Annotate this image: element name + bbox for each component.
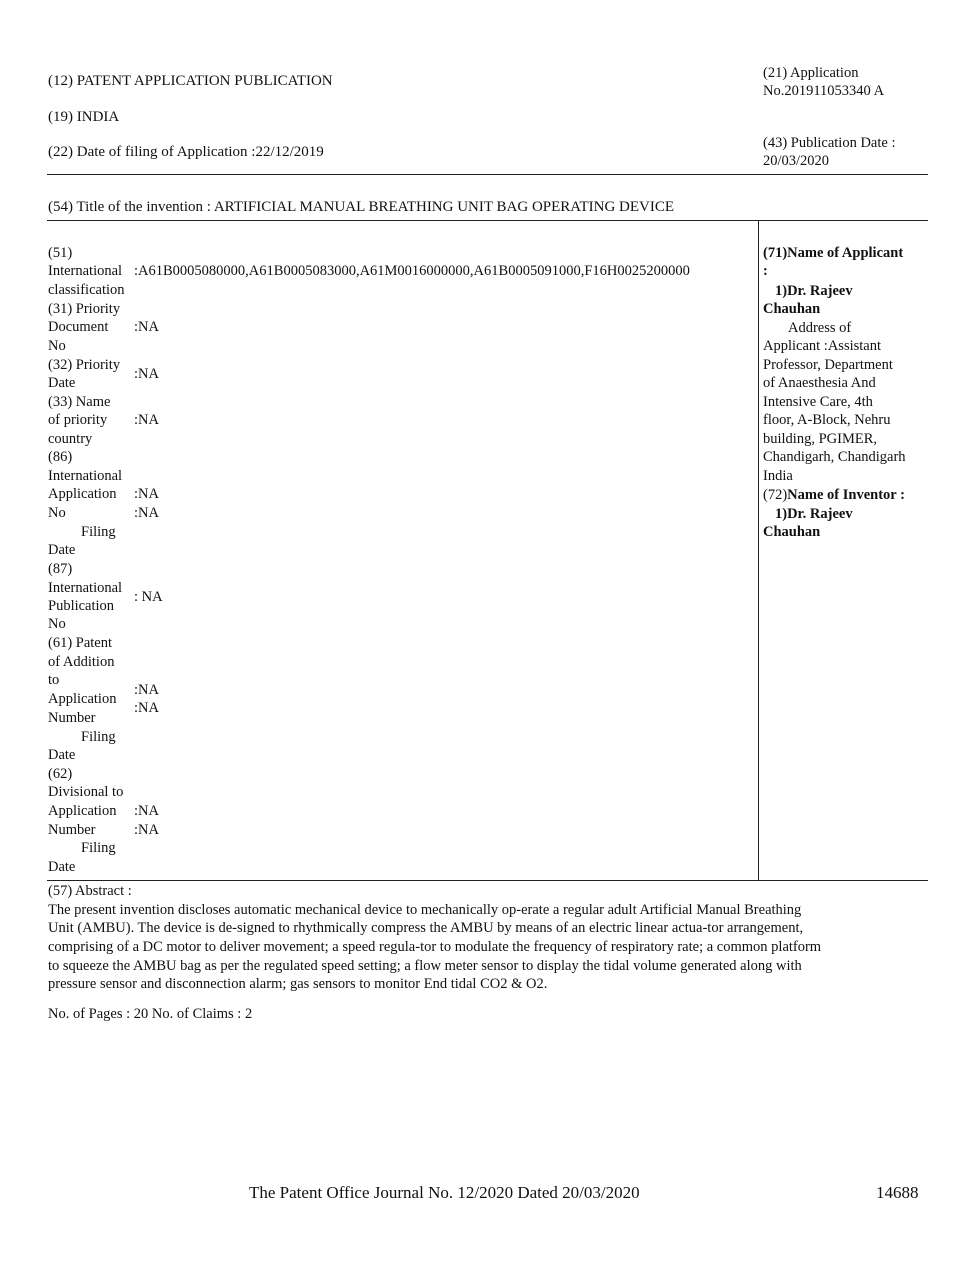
- f51-label-2: International: [48, 263, 123, 279]
- address-line-7: building, PGIMER,: [763, 431, 877, 447]
- page-number: 14688: [876, 1183, 919, 1202]
- address-line-9: India: [763, 468, 793, 484]
- f86-value-2: :NA: [134, 505, 159, 521]
- f87-label-4: No: [48, 616, 66, 632]
- f33-label-2: of priority: [48, 412, 108, 428]
- f61-value-2: :NA: [134, 700, 159, 716]
- filing-date: (22) Date of filing of Application :22/12/2019: [48, 144, 324, 160]
- address-line-2: Applicant :Assistant: [763, 338, 882, 354]
- f32-label-2: Date: [48, 375, 76, 391]
- inventor-prefix: (72): [763, 487, 788, 503]
- divider-abstract: [47, 880, 928, 881]
- abstract-line-1: The present invention discloses automatic mechanical device to mechanically op-erate a regular adult Artificial Manual Breathing: [48, 902, 802, 918]
- divider-title: [47, 220, 928, 221]
- address-line-1: Address of: [788, 320, 852, 336]
- f31-label-2: Document: [48, 319, 109, 335]
- f62-label-6: Date: [48, 859, 76, 875]
- f51-value: :A61B0005080000,A61B0005083000,A61M0016000000,A61B0005091000,F16H0025200000: [134, 263, 690, 279]
- address-line-6: floor, A-Block, Nehru: [763, 412, 891, 428]
- publication-date: [763, 134, 895, 170]
- f62-label-5: Filing: [81, 840, 116, 856]
- f61-label-3: to: [48, 672, 60, 688]
- country: (19) INDIA: [48, 109, 120, 125]
- abstract-line-5: pressure sensor and disconnection alarm; gas sensors to monitor End tidal CO2 & O2.: [48, 976, 548, 992]
- abstract-line-3: comprising of a DC motor to deliver movement; a speed regula-tor to modulate the frequency of respiratory rate; a common platform: [48, 939, 822, 955]
- publication-date-label: (43) Publication Date :: [763, 135, 896, 151]
- f62-value-1: :NA: [134, 803, 159, 819]
- f61-label-5: Number: [48, 710, 96, 726]
- applicant-colon: :: [763, 263, 768, 279]
- f62-label-1: (62): [48, 766, 73, 782]
- application-number: [763, 64, 884, 100]
- applicant-name-1: 1)Dr. Rajeev: [775, 283, 853, 299]
- address-line-8: Chandigarh, Chandigarh: [763, 449, 906, 465]
- f86-value-1: :NA: [134, 486, 159, 502]
- f61-label-7: Date: [48, 747, 76, 763]
- f87-label-2: International: [48, 580, 123, 596]
- application-number-label: (21) Application: [763, 65, 859, 81]
- inventor-name-1: 1)Dr. Rajeev: [775, 506, 853, 522]
- f61-value-1: :NA: [134, 682, 159, 698]
- f86-label-4: No: [48, 505, 66, 521]
- inventor-label: Name of Inventor :: [787, 487, 905, 503]
- f62-value-2: :NA: [134, 822, 159, 838]
- f51-label-1: (51): [48, 245, 73, 261]
- publication-date-value: 20/03/2020: [763, 153, 830, 169]
- f62-label-3: Application: [48, 803, 117, 819]
- f86-label-2: International: [48, 468, 123, 484]
- f31-label-1: (31) Priority: [48, 301, 121, 317]
- publication-type: (12) PATENT APPLICATION PUBLICATION: [48, 73, 333, 89]
- f33-label-1: (33) Name: [48, 394, 111, 410]
- f86-label-1: (86): [48, 449, 73, 465]
- f62-label-4: Number: [48, 822, 96, 838]
- address-line-5: Intensive Care, 4th: [763, 394, 873, 410]
- inventor-name-2: Chauhan: [763, 524, 821, 540]
- journal-footer: The Patent Office Journal No. 12/2020 Dated 20/03/2020: [249, 1183, 640, 1202]
- f31-label-3: No: [48, 338, 66, 354]
- pages-claims: No. of Pages : 20 No. of Claims : 2: [48, 1006, 253, 1022]
- f87-label-3: Publication: [48, 598, 115, 614]
- invention-title: (54) Title of the invention : ARTIFICIAL MANUAL BREATHING UNIT BAG OPERATING DEVICE: [48, 199, 675, 215]
- f31-value: :NA: [134, 319, 159, 335]
- inventor-heading: [763, 486, 905, 505]
- f61-label-1: (61) Patent: [48, 635, 113, 651]
- f33-label-3: country: [48, 431, 93, 447]
- f61-label-6: Filing: [81, 729, 116, 745]
- f87-value: : NA: [134, 589, 163, 605]
- abstract-heading: (57) Abstract :: [48, 883, 132, 899]
- applicant-label: (71)Name of Applicant: [763, 245, 904, 261]
- applicant-name-2: Chauhan: [763, 301, 821, 317]
- f33-value: :NA: [134, 412, 159, 428]
- f62-label-2: Divisional to: [48, 784, 124, 800]
- divider-top: [47, 174, 928, 175]
- f32-label-1: (32) Priority: [48, 357, 121, 373]
- column-divider: [758, 220, 759, 880]
- abstract-line-2: Unit (AMBU). The device is de-signed to rhythmically compress the AMBU by means of an electric linear actua-tor arrangement,: [48, 920, 804, 936]
- f87-label-1: (87): [48, 561, 73, 577]
- f86-label-6: Date: [48, 542, 76, 558]
- f86-label-5: Filing: [81, 524, 116, 540]
- application-number-value: No.201911053340 A: [763, 83, 885, 99]
- address-line-3: Professor, Department: [763, 357, 893, 373]
- f61-label-4: Application: [48, 691, 117, 707]
- f86-label-3: Application: [48, 486, 117, 502]
- abstract-line-4: to squeeze the AMBU bag as per the regulated speed setting; a flow meter sensor to display the tidal volume generated along with: [48, 958, 802, 974]
- f61-label-2: of Addition: [48, 654, 115, 670]
- address-line-4: of Anaesthesia And: [763, 375, 876, 391]
- f32-value: :NA: [134, 366, 159, 382]
- f51-label-3: classification: [48, 282, 125, 298]
